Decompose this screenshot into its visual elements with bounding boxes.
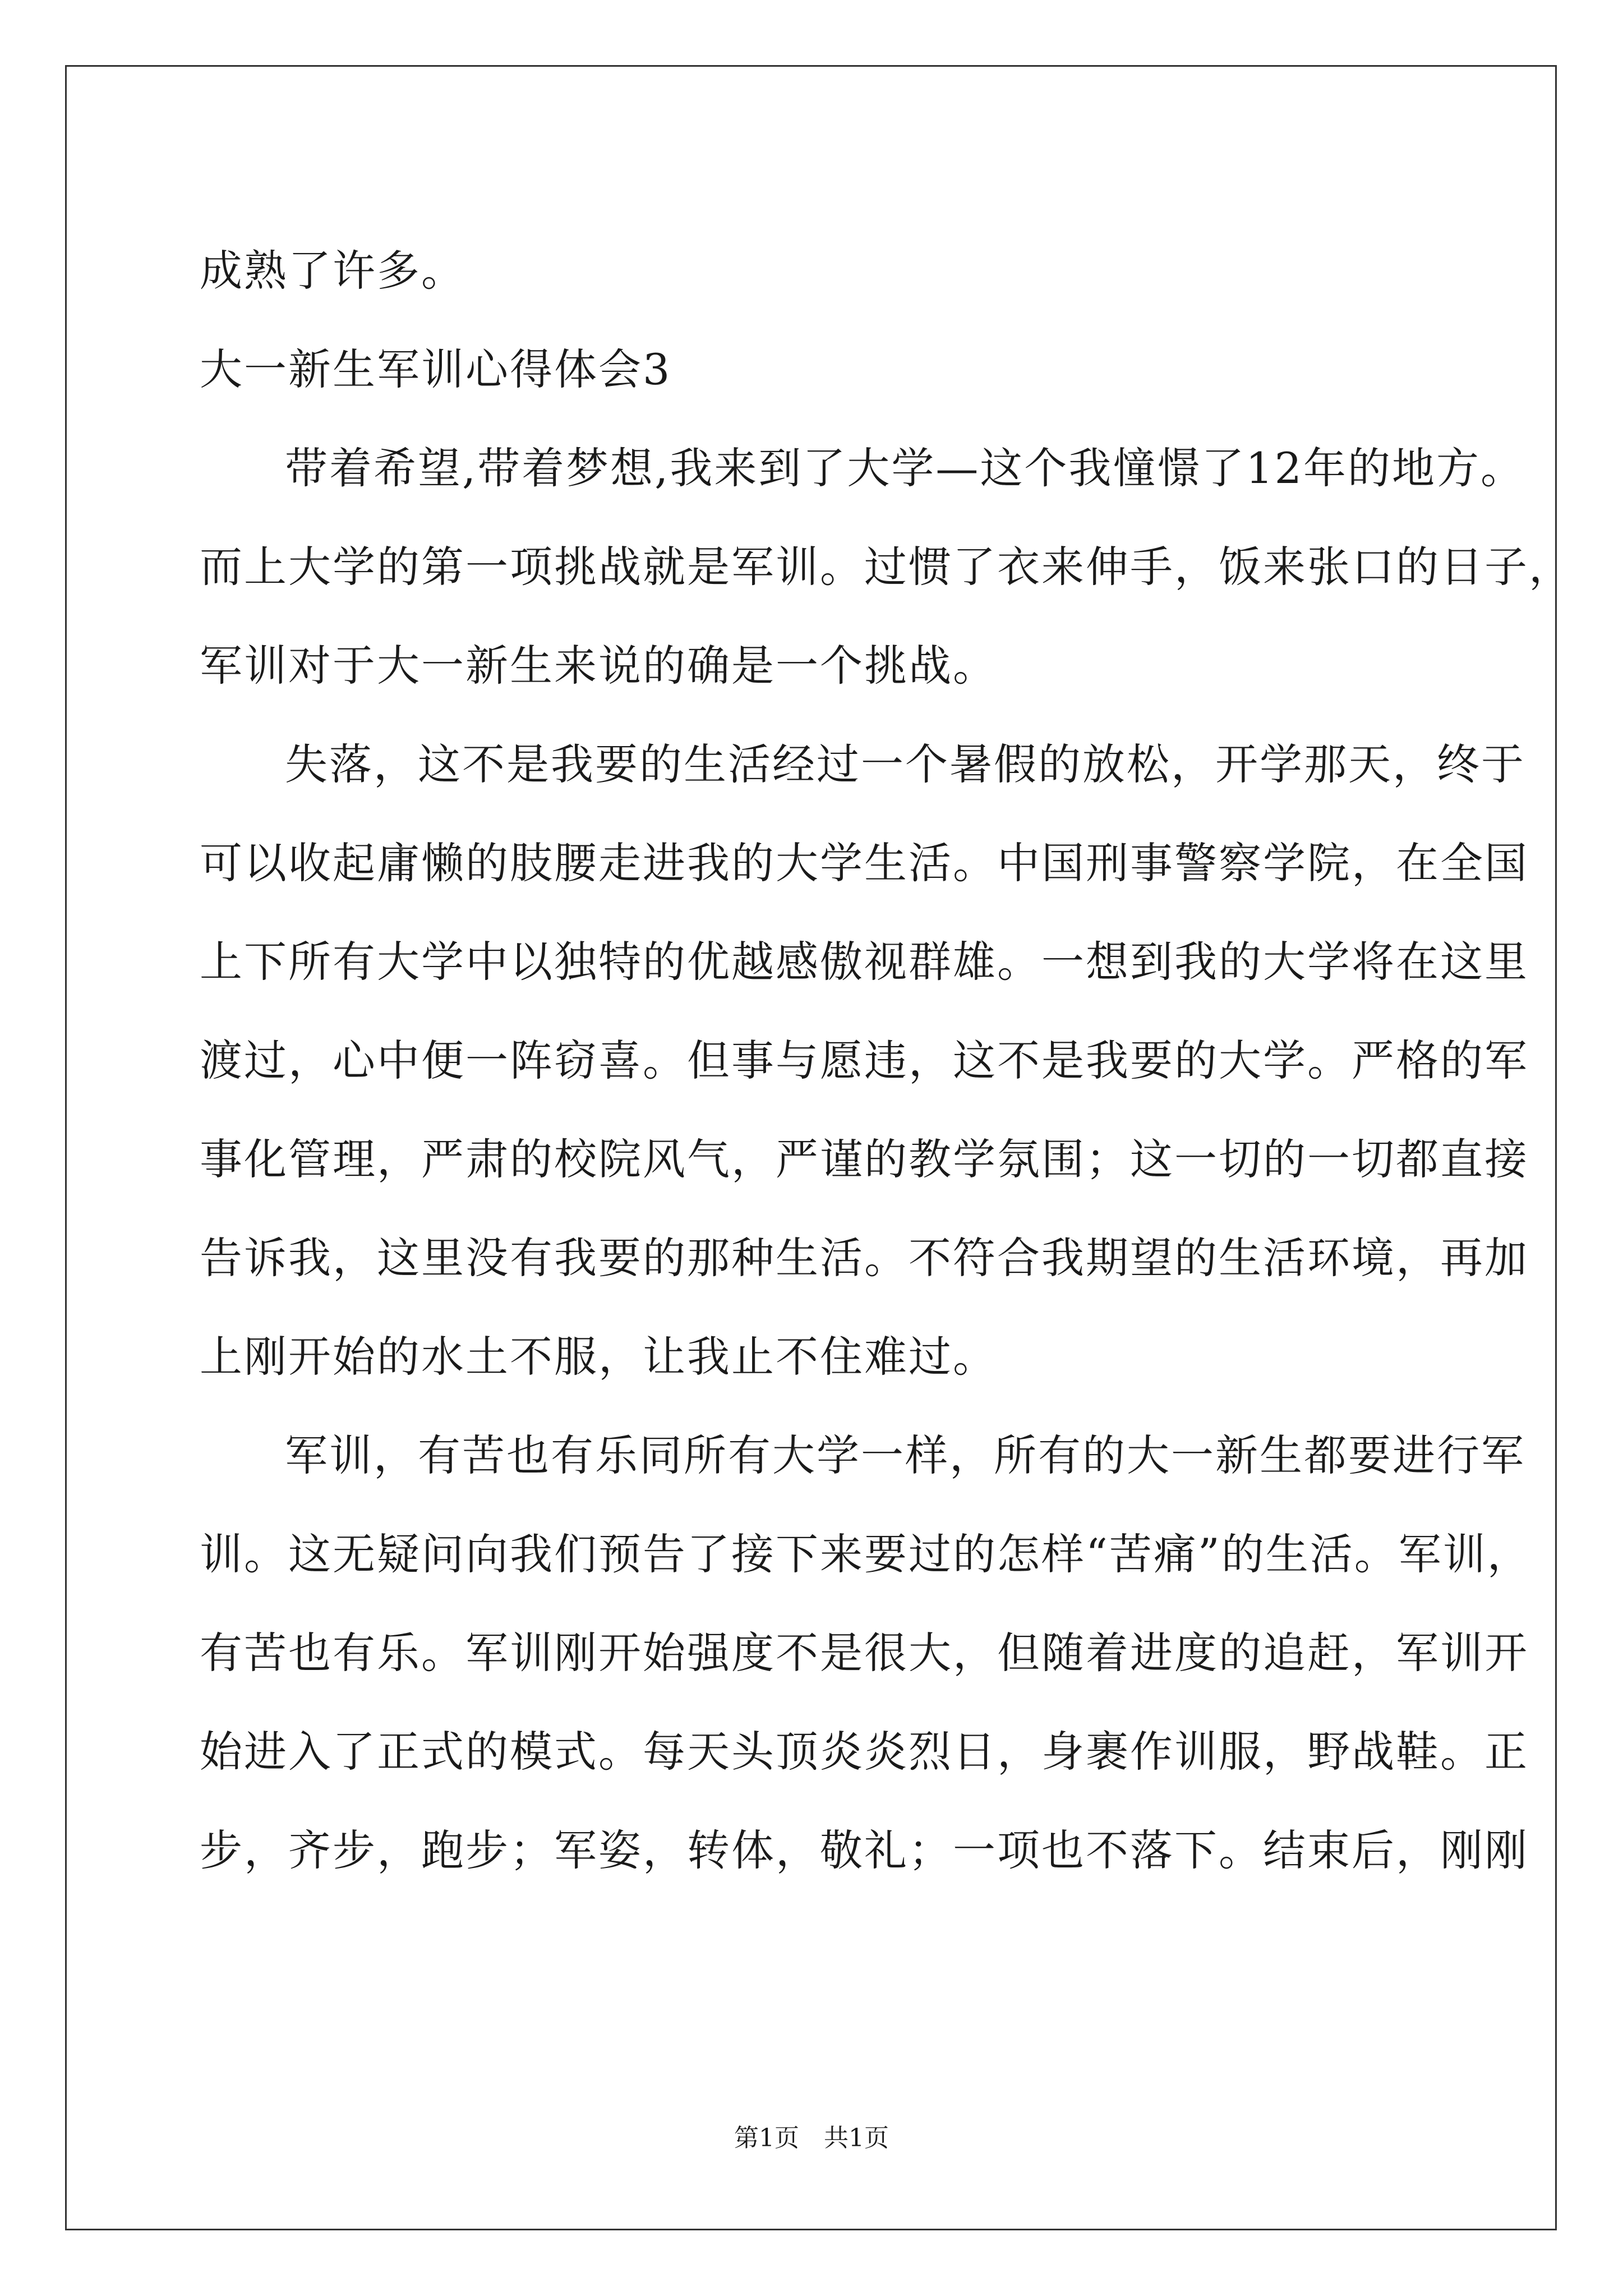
paragraph-line: 训。这无疑问向我们预告了接下来要过的怎样“苦痛”的生活。军训， [200, 1529, 1532, 1579]
paragraph-line: 军训对于大一新生来说的确是一个挑战。 [200, 641, 997, 691]
paragraph-line: 步，齐步，跑步；军姿，转体，敬礼；一项也不落下。结束后，刚刚 [200, 1825, 1529, 1875]
paragraph-line: 有苦也有乐。军训刚开始强度不是很大，但随着进度的追赶，军训开 [200, 1628, 1529, 1678]
paragraph-line: 上刚开始的水土不服，让我止不住难过。 [200, 1332, 997, 1382]
page-number: 第1页 共1页 [734, 2124, 889, 2152]
paragraph-line: 告诉我，这里没有我要的那种生活。不符合我期望的生活环境，再加 [200, 1233, 1529, 1283]
paragraph-line: 失落，这不是我要的生活经过一个暑假的放松，开学那天，终于 [285, 739, 1525, 789]
paragraph-line: 事化管理，严肃的校院风气，严谨的教学氛围；这一切的一切都直接 [200, 1134, 1529, 1184]
page-footer [0, 2122, 1623, 2155]
paragraph-line: 可以收起庸懒的肢腰走进我的大学生活。中国刑事警察学院，在全国 [200, 838, 1529, 888]
paragraph-line: 带着希望,带着梦想,我来到了大学—这个我憧憬了12年的地方。 [285, 443, 1525, 493]
document-body [200, 222, 1573, 1900]
paragraph-line: 渡过，心中便一阵窃喜。但事与愿违，这不是我要的大学。严格的军 [200, 1036, 1529, 1085]
paragraph-line: 军训，有苦也有乐同所有大学一样，所有的大一新生都要进行军 [285, 1430, 1525, 1480]
paragraph-line: 上下所有大学中以独特的优越感傲视群雄。一想到我的大学将在这里 [200, 937, 1529, 987]
paragraph-line: 而上大学的第一项挑战就是军训。过惯了衣来伸手，饭来张口的日子， [200, 542, 1573, 592]
paragraph-line: 始进入了正式的模式。每天头顶炎炎烈日，身裹作训服，野战鞋。正 [200, 1727, 1529, 1777]
paragraph-line: 成熟了许多。 [200, 246, 465, 296]
section-heading: 大一新生军训心得体会3 [200, 344, 672, 394]
